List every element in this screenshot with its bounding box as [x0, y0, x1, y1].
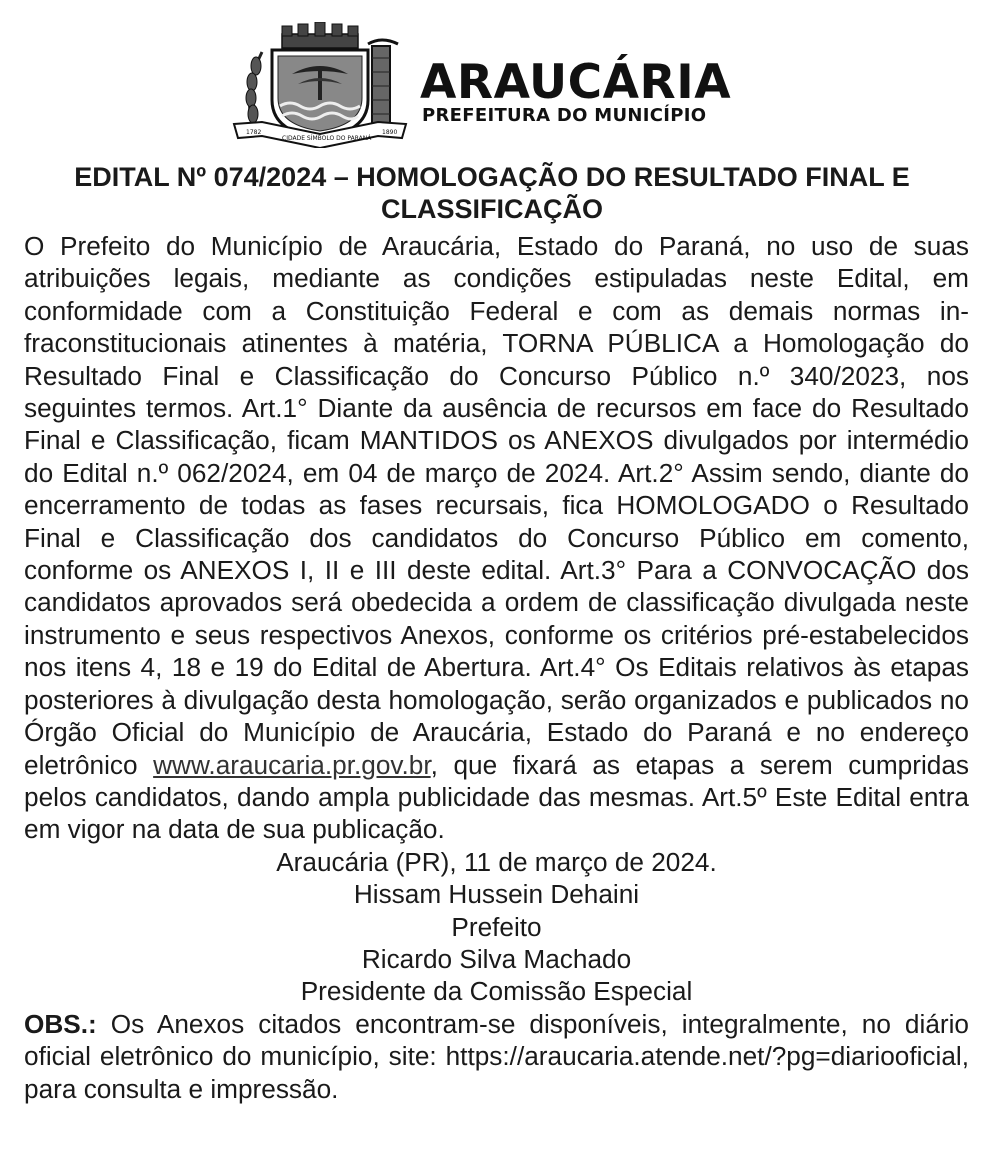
- edital-body: [24, 230, 969, 846]
- crest-motto: CIDADE SÍMBOLO DO PARANÁ: [282, 135, 372, 142]
- body-text-part1: O Prefeito do Município de Araucária, Estado do Paraná, no uso de suas atribuições legais, mediante as condições estipuladas neste Edital, em conformidade com a Constituição Federal e com as demais normas infraconstitucionais atinentes à matéria, TORNA PÚBLICA a Homologação do Resultado Final e Classificação do Concurso Público n.º 340/2023, nos seguintes termos. Art.1° Diante da ausência de recursos em face do Resultado Final e Classificação, ficam MANTIDOS os ANEXOS divulgados por intermédio do Edital n.º 062/2024, em 04 de março de 2024. Art.2° Assim sendo, diante do encerramento de todas as fases recursais, fica HOMOLOGADO o Resultado Final e Classificação dos candidatos do Concurso Público em comento, conforme os ANEXOS I, II e III deste edital. Art.3° Para a CONVOCAÇÃO dos candidatos aprovados será obedecida a ordem de classificação divulgada neste instrumento e seus respectivos Anexos, conforme os critérios pré-estabelecidos nos itens 4, 18 e 19 do Edital de Abertura. Art.4° Os Editais relativos às etapas posteriores à divulgação desta homologação, serão organizados e publicados no Órgão Oficial do Município de Araucária, Estado do Paraná e no endereço eletrônico: [24, 231, 969, 780]
- signatory-role-mayor: Prefeito: [451, 911, 542, 942]
- body-text-part2: , que fixará as etapas a serem cumpridas pelos candidatos, dando ampla publicidade das mesmas. Art.5º Este Edital entra em vigor na data de sua publicação.: [24, 749, 970, 845]
- crest-year-right: 1890: [382, 129, 398, 136]
- edital-content: [24, 230, 969, 1105]
- observation-note: [24, 1008, 969, 1105]
- place-date: Araucária (PR), 11 de março de 2024.: [276, 846, 717, 877]
- obs-text: Os Anexos citados encontram-se disponíveis, integralmente, no diário oficial eletrônico do município, site: https://araucaria.atende.net/?pg=diariooficial, para consulta e impressão.: [24, 1008, 969, 1104]
- brand-subtitle: PREFEITURA DO MUNICÍPIO: [422, 105, 707, 126]
- page-title: EDITAL Nº 074/2024 – HOMOLOGAÇÃO DO RESULTADO FINAL E CLASSIFICAÇÃO: [74, 162, 910, 224]
- brand-name: ARAUCÁRIA: [420, 55, 732, 110]
- signatory-name-president: Ricardo Silva Machado: [361, 943, 632, 974]
- signatory-role-president: Presidente da Comissão Especial: [300, 976, 693, 1007]
- obs-label: OBS.:: [24, 1008, 97, 1039]
- crest-year-left: 1782: [246, 129, 262, 136]
- header: [0, 22, 984, 150]
- website-link[interactable]: www.araucaria.pr.gov.br: [153, 749, 431, 780]
- coat-of-arms-icon: [232, 22, 408, 148]
- signatory-name-mayor: Hissam Hussein Dehaini: [353, 879, 640, 910]
